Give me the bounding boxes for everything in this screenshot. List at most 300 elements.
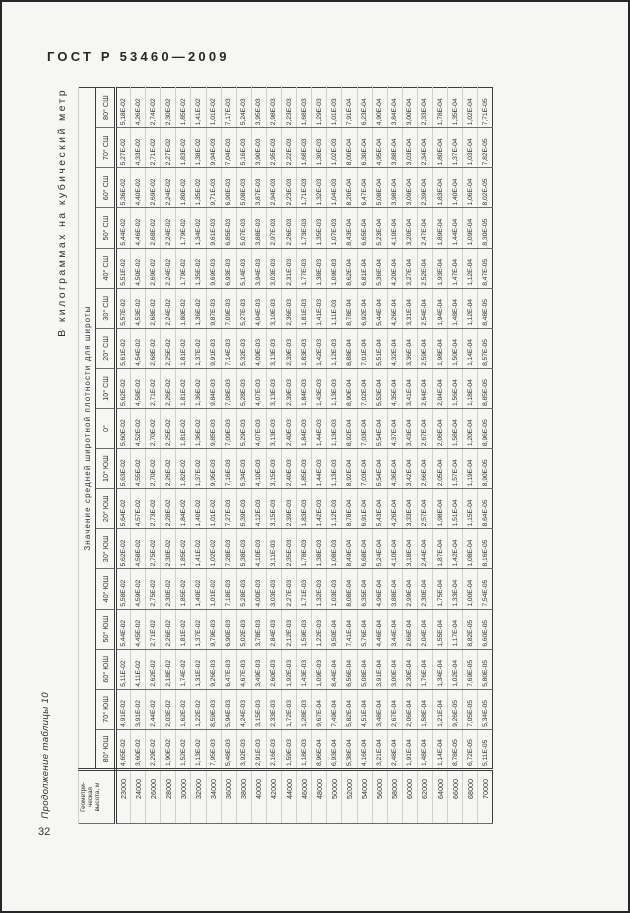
density-cell: 2,75E-02 bbox=[146, 529, 161, 569]
density-cell: 7,08E-03 bbox=[221, 368, 236, 408]
density-cell: 3,94E-03 bbox=[251, 248, 266, 288]
density-cell: 2,54E-04 bbox=[417, 288, 432, 328]
density-cell: 1,43E-03 bbox=[312, 368, 327, 408]
table-row bbox=[417, 88, 432, 824]
density-cell: 4,10E-04 bbox=[387, 208, 402, 248]
density-cell: 2,24E-02 bbox=[161, 208, 176, 248]
latitude-header-cell: 60° СШ bbox=[96, 168, 116, 208]
density-cell: 2,68E-02 bbox=[146, 328, 161, 368]
density-cell: 2,30E-02 bbox=[161, 529, 176, 569]
table-row bbox=[448, 88, 463, 824]
density-cell: 6,91E-04 bbox=[357, 489, 372, 529]
density-cell: 1,31E-02 bbox=[191, 649, 206, 689]
density-cell: 1,81E-02 bbox=[176, 328, 191, 368]
density-cell: 2,33E-03 bbox=[266, 689, 281, 729]
density-cell: 5,39E-03 bbox=[236, 489, 251, 529]
density-cell: 3,15E-03 bbox=[251, 689, 266, 729]
density-cell: 4,54E-02 bbox=[131, 328, 146, 368]
density-cell: 1,06E-04 bbox=[463, 168, 478, 208]
density-cell: 1,36E-02 bbox=[191, 288, 206, 328]
density-cell: 5,63E-02 bbox=[116, 449, 131, 489]
latitude-header-cell: 10° СШ bbox=[96, 368, 116, 408]
density-cell: 5,16E-03 bbox=[236, 128, 251, 168]
density-cell: 2,30E-04 bbox=[402, 649, 417, 689]
density-cell: 6,47E-03 bbox=[221, 649, 236, 689]
density-cell: 1,56E-04 bbox=[448, 368, 463, 408]
density-cell: 5,34E-03 bbox=[236, 449, 251, 489]
density-cell: 8,90E-05 bbox=[478, 449, 493, 489]
density-cell: 6,93E-04 bbox=[327, 729, 342, 769]
density-cell: 1,02E-04 bbox=[448, 649, 463, 689]
density-cell: 7,18E-03 bbox=[221, 569, 236, 609]
density-cell: 6,23E-04 bbox=[357, 88, 372, 128]
height-cell: 30000 bbox=[176, 770, 191, 824]
density-cell: 2,60E-03 bbox=[266, 649, 281, 689]
density-cell: 1,76E-04 bbox=[417, 649, 432, 689]
density-cell: 1,38E-03 bbox=[312, 248, 327, 288]
density-cell: 2,69E-02 bbox=[146, 248, 161, 288]
density-cell: 2,26E-02 bbox=[161, 449, 176, 489]
density-cell: 1,84E-03 bbox=[297, 368, 312, 408]
density-cell: 5,24E-04 bbox=[372, 529, 387, 569]
density-cell: 2,36E-03 bbox=[282, 288, 297, 328]
density-cell: 1,21E-04 bbox=[432, 689, 447, 729]
density-cell: 6,60E-05 bbox=[478, 609, 493, 649]
density-cell: 1,37E-02 bbox=[191, 609, 206, 649]
density-cell: 3,15E-03 bbox=[266, 489, 281, 529]
density-cell: 2,68E-02 bbox=[146, 288, 161, 328]
table-row bbox=[131, 88, 146, 824]
density-cell: 1,01E-02 bbox=[206, 569, 221, 609]
density-cell: 1,01E-02 bbox=[206, 88, 221, 128]
density-cell: 1,81E-02 bbox=[176, 609, 191, 649]
density-cell: 1,89E-04 bbox=[432, 208, 447, 248]
density-cell: 9,26E-03 bbox=[206, 649, 221, 689]
density-cell: 2,35E-03 bbox=[282, 529, 297, 569]
density-cell: 7,14E-03 bbox=[221, 328, 236, 368]
density-cell: 1,40E-04 bbox=[448, 168, 463, 208]
density-cell: 5,36E-02 bbox=[116, 168, 131, 208]
height-cell: 38000 bbox=[236, 770, 251, 824]
density-cell: 1,38E-03 bbox=[312, 529, 327, 569]
density-cell: 1,01E-02 bbox=[206, 489, 221, 529]
density-cell: 1,44E-04 bbox=[448, 208, 463, 248]
density-cell: 1,38E-02 bbox=[191, 128, 206, 168]
density-cell: 4,00E-03 bbox=[251, 569, 266, 609]
density-cell: 2,30E-02 bbox=[161, 88, 176, 128]
rotated-table-container bbox=[78, 87, 490, 824]
density-cell: 4,26E-04 bbox=[387, 288, 402, 328]
height-cell: 60000 bbox=[402, 770, 417, 824]
density-cell: 6,68E-04 bbox=[357, 529, 372, 569]
density-cell: 1,32E-03 bbox=[312, 168, 327, 208]
density-cell: 4,59E-02 bbox=[131, 569, 146, 609]
density-cell: 2,29E-02 bbox=[146, 729, 161, 769]
density-cell: 1,52E-02 bbox=[176, 729, 191, 769]
density-cell: 8,78E-05 bbox=[448, 729, 463, 769]
height-cell: 32000 bbox=[191, 770, 206, 824]
density-cell: 2,94E-03 bbox=[266, 168, 281, 208]
density-cell: 1,44E-03 bbox=[312, 449, 327, 489]
density-cell: 1,83E-03 bbox=[297, 328, 312, 368]
density-cell: 1,14E-04 bbox=[432, 729, 447, 769]
density-cell: 1,80E-02 bbox=[176, 288, 191, 328]
density-cell: 2,30E-04 bbox=[417, 569, 432, 609]
density-cell: 6,85E-03 bbox=[221, 208, 236, 248]
density-cell: 7,03E-04 bbox=[357, 409, 372, 449]
density-cell: 2,23E-03 bbox=[282, 88, 297, 128]
density-cell: 4,58E-02 bbox=[131, 529, 146, 569]
table-row bbox=[221, 88, 236, 824]
table-row bbox=[161, 88, 176, 824]
density-cell: 3,10E-03 bbox=[266, 288, 281, 328]
density-cell: 1,08E-04 bbox=[463, 529, 478, 569]
page-number: 32 bbox=[38, 826, 51, 838]
density-cell: 2,97E-03 bbox=[266, 208, 281, 248]
density-cell: 2,59E-04 bbox=[417, 328, 432, 368]
density-cell: 4,11E-02 bbox=[131, 649, 146, 689]
height-cell: 52000 bbox=[342, 770, 357, 824]
density-cell: 9,95E-03 bbox=[206, 449, 221, 489]
density-cell: 9,87E-03 bbox=[206, 288, 221, 328]
density-cell: 8,92E-04 bbox=[342, 409, 357, 449]
density-cell: 1,58E-04 bbox=[448, 409, 463, 449]
density-cell: 1,50E-04 bbox=[448, 328, 463, 368]
density-cell: 7,02E-04 bbox=[357, 368, 372, 408]
density-cell: 1,07E-03 bbox=[327, 208, 342, 248]
density-cell: 1,32E-03 bbox=[312, 569, 327, 609]
density-cell: 5,48E-03 bbox=[221, 729, 236, 769]
density-cell: 9,84E-03 bbox=[206, 368, 221, 408]
density-cell: 2,40E-03 bbox=[282, 449, 297, 489]
height-cell: 70000 bbox=[478, 770, 493, 824]
density-cell: 7,28E-03 bbox=[221, 529, 236, 569]
density-cell: 1,35E-02 bbox=[191, 248, 206, 288]
density-cell: 5,28E-03 bbox=[236, 368, 251, 408]
density-cell: 2,27E-02 bbox=[161, 128, 176, 168]
density-cell: 2,68E-02 bbox=[146, 208, 161, 248]
density-cell: 3,42E-04 bbox=[402, 449, 417, 489]
density-table bbox=[78, 87, 493, 824]
density-cell: 5,44E-02 bbox=[116, 208, 131, 248]
density-cell: 7,09E-03 bbox=[221, 288, 236, 328]
table-row bbox=[282, 88, 297, 824]
density-cell: 5,27E-03 bbox=[236, 288, 251, 328]
density-cell: 5,64E-02 bbox=[116, 489, 131, 529]
table-row bbox=[116, 88, 131, 824]
density-cell: 8,08E-04 bbox=[342, 569, 357, 609]
density-cell: 2,66E-04 bbox=[402, 609, 417, 649]
density-cell: 4,07E-03 bbox=[251, 409, 266, 449]
density-cell: 4,35E-04 bbox=[387, 368, 402, 408]
density-cell: 5,36E-04 bbox=[372, 248, 387, 288]
density-cell: 5,60E-02 bbox=[116, 409, 131, 449]
density-cell: 1,08E-03 bbox=[327, 529, 342, 569]
density-cell: 6,56E-04 bbox=[342, 649, 357, 689]
density-cell: 5,23E-04 bbox=[372, 208, 387, 248]
density-cell: 8,88E-04 bbox=[342, 328, 357, 368]
table-row bbox=[297, 88, 312, 824]
density-cell: 2,04E-04 bbox=[432, 368, 447, 408]
density-cell: 3,15E-03 bbox=[266, 449, 281, 489]
density-cell: 1,35E-02 bbox=[191, 168, 206, 208]
density-cell: 1,62E-02 bbox=[176, 689, 191, 729]
density-cell: 2,71E-02 bbox=[146, 609, 161, 649]
density-cell: 1,79E-02 bbox=[176, 248, 191, 288]
density-cell: 1,57E-04 bbox=[448, 449, 463, 489]
density-cell: 2,73E-02 bbox=[146, 489, 161, 529]
density-cell: 1,59E-03 bbox=[297, 609, 312, 649]
density-cell: 6,65E-04 bbox=[357, 208, 372, 248]
density-cell: 8,85E-05 bbox=[478, 368, 493, 408]
density-cell: 2,52E-04 bbox=[417, 248, 432, 288]
density-cell: 8,90E-04 bbox=[342, 368, 357, 408]
density-cell: 5,62E-02 bbox=[116, 529, 131, 569]
table-row bbox=[342, 88, 357, 824]
density-cell: 1,02E-04 bbox=[463, 88, 478, 128]
density-cell: 8,78E-04 bbox=[342, 489, 357, 529]
density-cell: 4,46E-04 bbox=[372, 609, 387, 649]
height-cell: 24000 bbox=[131, 770, 146, 824]
density-cell: 2,33E-04 bbox=[417, 88, 432, 128]
density-cell: 1,40E-02 bbox=[191, 489, 206, 529]
density-cell: 7,54E-05 bbox=[478, 569, 493, 609]
table-continuation-note: Продолжение таблицы 10 bbox=[40, 692, 51, 819]
density-cell: 2,26E-03 bbox=[282, 208, 297, 248]
density-cell: 3,09E-04 bbox=[402, 168, 417, 208]
density-cell: 1,42E-03 bbox=[312, 489, 327, 529]
height-cell: 58000 bbox=[387, 770, 402, 824]
density-cell: 1,02E-03 bbox=[327, 128, 342, 168]
density-cell: 3,95E-03 bbox=[251, 88, 266, 128]
density-cell: 3,20E-04 bbox=[402, 208, 417, 248]
density-cell: 2,95E-03 bbox=[266, 128, 281, 168]
density-cell: 3,88E-04 bbox=[387, 569, 402, 609]
density-cell: 1,17E-04 bbox=[448, 609, 463, 649]
density-cell: 2,03E-02 bbox=[161, 689, 176, 729]
density-cell: 9,91E-03 bbox=[206, 328, 221, 368]
density-cell: 5,38E-04 bbox=[342, 729, 357, 769]
density-cell: 8,96E-05 bbox=[478, 409, 493, 449]
density-cell: 1,59E-03 bbox=[282, 729, 297, 769]
density-cell: 2,16E-03 bbox=[266, 729, 281, 769]
density-cell: 6,92E-04 bbox=[357, 288, 372, 328]
latitude-header-cell: 80° ЮШ bbox=[96, 729, 116, 769]
density-cell: 3,21E-04 bbox=[372, 729, 387, 769]
latitude-header-cell: 70° ЮШ bbox=[96, 689, 116, 729]
density-cell: 7,41E-04 bbox=[342, 609, 357, 649]
density-cell: 1,72E-03 bbox=[282, 689, 297, 729]
density-cell: 5,14E-03 bbox=[236, 248, 251, 288]
density-cell: 3,27E-04 bbox=[402, 248, 417, 288]
table-row bbox=[463, 88, 478, 824]
density-cell: 1,37E-04 bbox=[448, 128, 463, 168]
units-note: В килограммах на кубический метр bbox=[56, 88, 68, 337]
density-cell: 2,62E-02 bbox=[146, 649, 161, 689]
density-cell: 8,92E-04 bbox=[342, 449, 357, 489]
density-cell: 2,06E-04 bbox=[402, 689, 417, 729]
density-cell: 9,85E-03 bbox=[206, 409, 221, 449]
density-cell: 1,15E-04 bbox=[463, 489, 478, 529]
density-cell: 5,38E-03 bbox=[236, 529, 251, 569]
latitude-header-cell: 60° ЮШ bbox=[96, 649, 116, 689]
density-cell: 1,00E-04 bbox=[463, 569, 478, 609]
density-cell: 1,11E-03 bbox=[327, 288, 342, 328]
density-cell: 3,49E-03 bbox=[251, 649, 266, 689]
density-cell: 7,69E-05 bbox=[463, 649, 478, 689]
density-cell: 9,26E-05 bbox=[448, 689, 463, 729]
density-cell: 1,71E-03 bbox=[297, 569, 312, 609]
density-cell: 6,30E-04 bbox=[357, 128, 372, 168]
density-cell: 5,54E-04 bbox=[372, 449, 387, 489]
density-cell: 5,11E-02 bbox=[116, 649, 131, 689]
density-cell: 9,69E-03 bbox=[206, 248, 221, 288]
table-row bbox=[372, 88, 387, 824]
density-cell: 1,34E-04 bbox=[432, 649, 447, 689]
density-cell: 8,48E-05 bbox=[478, 288, 493, 328]
density-cell: 8,44E-04 bbox=[327, 649, 342, 689]
density-cell: 1,42E-04 bbox=[448, 529, 463, 569]
density-cell: 8,49E-04 bbox=[342, 529, 357, 569]
density-cell: 7,82E-05 bbox=[478, 128, 493, 168]
density-cell: 4,36E-04 bbox=[387, 449, 402, 489]
density-cell: 1,84E-02 bbox=[176, 489, 191, 529]
standard-reference-header: ГОСТ Р 53460—2009 bbox=[47, 49, 230, 64]
density-cell: 3,03E-04 bbox=[402, 128, 417, 168]
density-cell: 2,31E-03 bbox=[282, 248, 297, 288]
density-cell: 1,91E-04 bbox=[402, 729, 417, 769]
density-cell: 7,27E-03 bbox=[221, 489, 236, 529]
density-cell: 1,13E-03 bbox=[327, 449, 342, 489]
density-cell: 4,07E-03 bbox=[251, 368, 266, 408]
density-cell: 3,13E-03 bbox=[266, 368, 281, 408]
density-cell: 2,99E-04 bbox=[402, 569, 417, 609]
density-cell: 1,78E-04 bbox=[432, 88, 447, 128]
density-cell: 3,90E-03 bbox=[251, 128, 266, 168]
density-cell: 8,57E-05 bbox=[478, 328, 493, 368]
density-cell: 7,16E-03 bbox=[221, 449, 236, 489]
height-cell: 62000 bbox=[417, 770, 432, 824]
density-cell: 4,95E-04 bbox=[372, 128, 387, 168]
density-cell: 2,70E-02 bbox=[146, 409, 161, 449]
density-cell: 2,12E-03 bbox=[282, 609, 297, 649]
density-cell: 8,20E-04 bbox=[342, 168, 357, 208]
density-cell: 4,20E-04 bbox=[387, 248, 402, 288]
latitude-header-cell: 10° ЮШ bbox=[96, 449, 116, 489]
table-row bbox=[266, 88, 281, 824]
density-cell: 1,83E-03 bbox=[297, 489, 312, 529]
density-cell: 5,32E-03 bbox=[236, 328, 251, 368]
density-cell: 7,91E-04 bbox=[342, 88, 357, 128]
table-row bbox=[432, 88, 447, 824]
density-cell: 2,91E-03 bbox=[251, 729, 266, 769]
density-cell: 9,94E-03 bbox=[206, 128, 221, 168]
density-cell: 2,66E-04 bbox=[417, 449, 432, 489]
density-cell: 2,27E-03 bbox=[282, 569, 297, 609]
density-cell: 1,41E-02 bbox=[191, 88, 206, 128]
density-cell: 4,09E-03 bbox=[251, 328, 266, 368]
table-row bbox=[478, 88, 493, 824]
table-row bbox=[357, 88, 372, 824]
density-cell: 3,41E-04 bbox=[402, 368, 417, 408]
density-cell: 5,08E-04 bbox=[357, 649, 372, 689]
height-cell: 56000 bbox=[372, 770, 387, 824]
table-header-row bbox=[79, 88, 96, 824]
density-cell: 4,16E-04 bbox=[357, 729, 372, 769]
density-cell: 5,76E-04 bbox=[357, 609, 372, 649]
density-cell: 1,18E-03 bbox=[297, 729, 312, 769]
density-cell: 1,12E-03 bbox=[327, 489, 342, 529]
density-cell: 5,02E-03 bbox=[236, 609, 251, 649]
density-cell: 2,98E-03 bbox=[266, 88, 281, 128]
density-cell: 1,13E-03 bbox=[327, 368, 342, 408]
density-cell: 2,05E-04 bbox=[432, 449, 447, 489]
density-cell: 1,18E-04 bbox=[463, 368, 478, 408]
density-cell: 4,91E-02 bbox=[116, 689, 131, 729]
density-cell: 2,48E-04 bbox=[387, 729, 402, 769]
latitude-header-cell: 70° СШ bbox=[96, 128, 116, 168]
density-cell: 1,85E-02 bbox=[176, 529, 191, 569]
density-cell: 1,68E-03 bbox=[297, 128, 312, 168]
density-cell: 3,91E-02 bbox=[131, 689, 146, 729]
density-cell: 8,30E-05 bbox=[478, 208, 493, 248]
density-cell: 1,37E-02 bbox=[191, 328, 206, 368]
density-cell: 1,19E-04 bbox=[463, 449, 478, 489]
density-cell: 1,42E-03 bbox=[312, 328, 327, 368]
density-cell: 5,51E-02 bbox=[116, 248, 131, 288]
density-cell: 5,82E-04 bbox=[342, 689, 357, 729]
density-cell: 8,47E-05 bbox=[478, 248, 493, 288]
density-cell: 3,11E-03 bbox=[266, 529, 281, 569]
density-cell: 1,28E-03 bbox=[297, 689, 312, 729]
density-cell: 1,48E-04 bbox=[417, 729, 432, 769]
density-cell: 7,09E-03 bbox=[221, 409, 236, 449]
latitude-header-cell: 0° bbox=[96, 409, 116, 449]
density-cell: 5,24E-03 bbox=[236, 88, 251, 128]
corner-header-cell: Геометри- ческая высота, м bbox=[79, 770, 116, 824]
density-cell: 4,53E-02 bbox=[131, 288, 146, 328]
density-cell: 2,71E-02 bbox=[146, 128, 161, 168]
density-cell: 2,67E-04 bbox=[387, 689, 402, 729]
density-cell: 8,16E-05 bbox=[478, 529, 493, 569]
density-cell: 1,82E-02 bbox=[176, 449, 191, 489]
density-cell: 2,25E-02 bbox=[161, 328, 176, 368]
height-cell: 34000 bbox=[206, 770, 221, 824]
density-cell: 6,90E-03 bbox=[221, 609, 236, 649]
density-cell: 1,81E-02 bbox=[176, 368, 191, 408]
density-cell: 8,82E-05 bbox=[463, 609, 478, 649]
density-cell: 4,33E-02 bbox=[131, 128, 146, 168]
table-row bbox=[146, 88, 161, 824]
density-cell: 3,13E-03 bbox=[266, 328, 281, 368]
density-cell: 1,34E-02 bbox=[191, 208, 206, 248]
density-cell: 8,62E-04 bbox=[342, 248, 357, 288]
density-cell: 5,08E-03 bbox=[236, 168, 251, 208]
density-cell: 1,03E-04 bbox=[463, 128, 478, 168]
density-cell: 2,26E-02 bbox=[161, 609, 176, 649]
density-cell: 5,18E-02 bbox=[116, 88, 131, 128]
density-cell: 1,74E-02 bbox=[176, 649, 191, 689]
density-cell: 2,06E-04 bbox=[432, 409, 447, 449]
density-cell: 4,51E-04 bbox=[357, 689, 372, 729]
density-cell: 9,61E-03 bbox=[206, 208, 221, 248]
density-cell: 5,27E-02 bbox=[116, 128, 131, 168]
latitude-header-cell: 80° СШ bbox=[96, 88, 116, 128]
density-cell: 4,37E-04 bbox=[387, 409, 402, 449]
density-cell: 3,78E-03 bbox=[251, 609, 266, 649]
density-cell: 1,12E-04 bbox=[463, 288, 478, 328]
density-cell: 5,44E-04 bbox=[372, 288, 387, 328]
